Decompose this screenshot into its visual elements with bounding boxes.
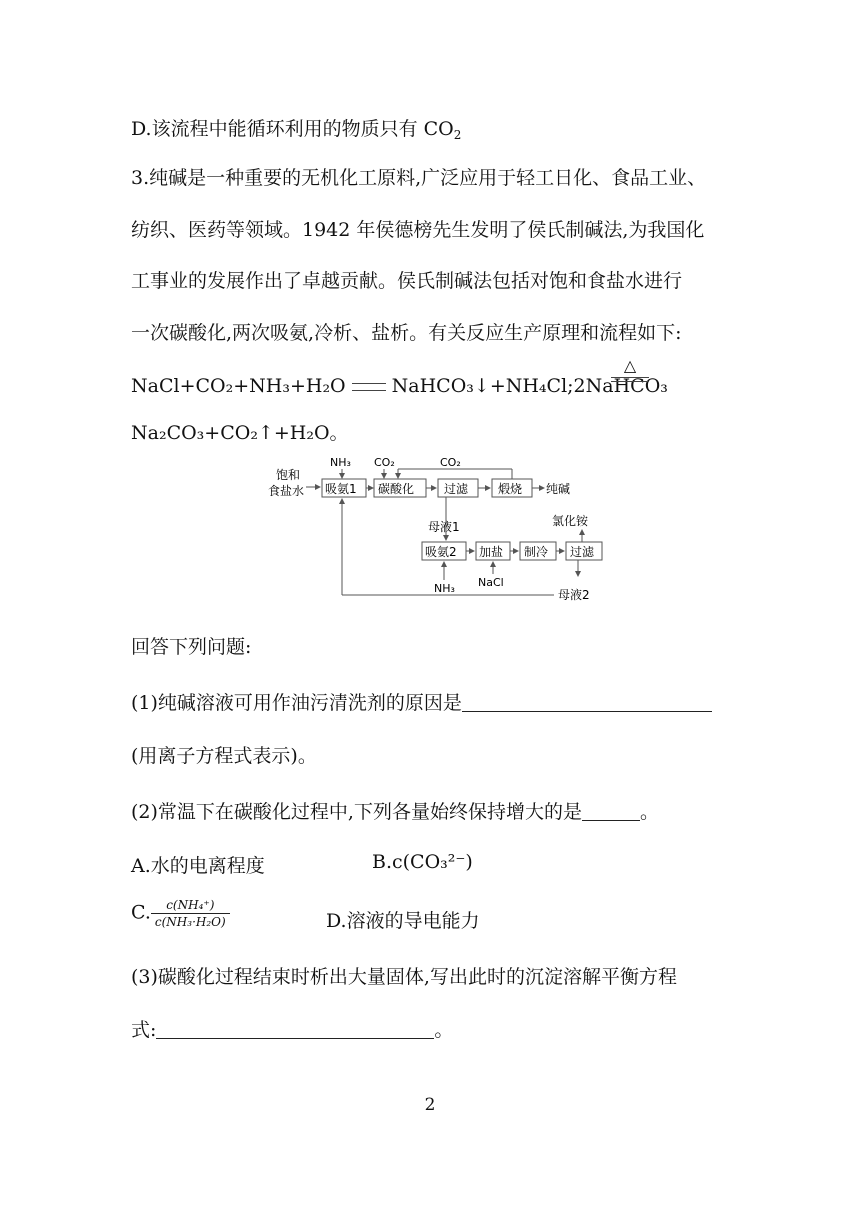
product-nh4cl-label: 氯化铵 [552, 514, 589, 528]
process-flowchart [262, 452, 622, 604]
option-a: A.水的电离程度 [131, 855, 265, 877]
question-3-intro-line-1: 3.纯碱是一种重要的无机化工原料,广泛应用于轻工日化、食品工业、 [131, 167, 707, 189]
step-filter-2-label: 过滤 [570, 545, 595, 559]
nh3-bottom-label: NH₃ [434, 582, 455, 595]
heat-symbol: △ [623, 356, 637, 375]
question-2-text: (2)常温下在碳酸化过程中,下列各量始终保持增大的是 [131, 801, 582, 823]
co2-subscript: 2 [453, 128, 462, 142]
option-b: B.c(CO₃²⁻) [372, 851, 473, 873]
reaction-equation-2: Na₂CO₃+CO₂↑+H₂O。 [131, 422, 349, 444]
question-3-answer-blank[interactable] [156, 1020, 434, 1039]
product-soda-label: 纯碱 [546, 482, 571, 496]
option-c-fraction [151, 898, 230, 929]
question-3-end: 。 [434, 1019, 454, 1041]
step-cool-label: 制冷 [524, 545, 549, 559]
nh3-top-label: NH₃ [330, 456, 351, 469]
option-d-previous-text: D.该流程中能循环利用的物质只有 CO [131, 118, 454, 140]
question-2-answer-blank[interactable] [582, 802, 640, 821]
option-c-prefix: C. [131, 901, 151, 924]
reaction-equation-1 [131, 375, 668, 397]
question-3-prefix: 式: [131, 1019, 157, 1041]
step-calcine-label: 煅烧 [498, 482, 523, 496]
question-1 [131, 688, 712, 715]
question-3: (3)碳酸化过程结束时析出大量固体,写出此时的沉淀溶解平衡方程 [131, 966, 677, 988]
question-2 [131, 797, 659, 824]
step-add-salt-label: 加盐 [479, 545, 504, 559]
option-c-numerator: c(NH₄⁺) [151, 898, 230, 914]
step-filter-1-label: 过滤 [444, 482, 469, 496]
answer-intro: 回答下列问题: [131, 636, 252, 658]
step-absorb-2-label: 吸氨2 [425, 545, 457, 559]
option-d: D.溶液的导电能力 [326, 910, 480, 932]
question-3-intro-line-4: 一次碳酸化,两次吸氨,冷析、盐析。有关反应生产原理和流程如下: [131, 322, 682, 344]
question-3-intro-line-2: 纺织、医药等领域。1942 年侯德榜先生发明了侯氏制碱法,为我国化 [131, 219, 705, 241]
equals-sign [352, 383, 386, 391]
mother-liquor-1-label: 母液1 [428, 520, 460, 534]
option-d-previous [131, 114, 461, 142]
co2-recycle-label: CO₂ [440, 456, 461, 469]
step-absorb-1-label: 吸氨1 [325, 482, 357, 496]
input-label-saturated: 饱和 [276, 468, 301, 482]
question-1-suffix: (用离子方程式表示)。 [131, 745, 317, 767]
question-3-intro-line-3: 工事业的发展作出了卓越贡献。侯氏制碱法包括对饱和食盐水进行 [131, 270, 683, 292]
mother-liquor-2-label: 母液2 [558, 588, 590, 602]
reaction-1-right: NaHCO₃↓+NH₄Cl;2NaHCO₃ [391, 375, 668, 397]
question-2-end: 。 [639, 801, 659, 823]
input-label-brine: 食盐水 [268, 484, 305, 498]
co2-input-label: CO₂ [374, 456, 395, 469]
reaction-1-left: NaCl+CO₂+NH₃+H₂O [131, 375, 346, 397]
question-3-answer [131, 1015, 453, 1042]
option-c [131, 898, 230, 929]
question-1-text: (1)纯碱溶液可用作油污清洗剂的原因是 [131, 692, 462, 714]
heat-equals-sign [611, 358, 649, 382]
page-number: 2 [424, 1095, 436, 1115]
option-c-denominator: c(NH₃·H₂O) [154, 915, 226, 929]
nacl-input-label: NaCl [478, 576, 504, 589]
step-carbonate-label: 碳酸化 [378, 482, 415, 496]
question-1-answer-blank[interactable] [462, 693, 712, 712]
